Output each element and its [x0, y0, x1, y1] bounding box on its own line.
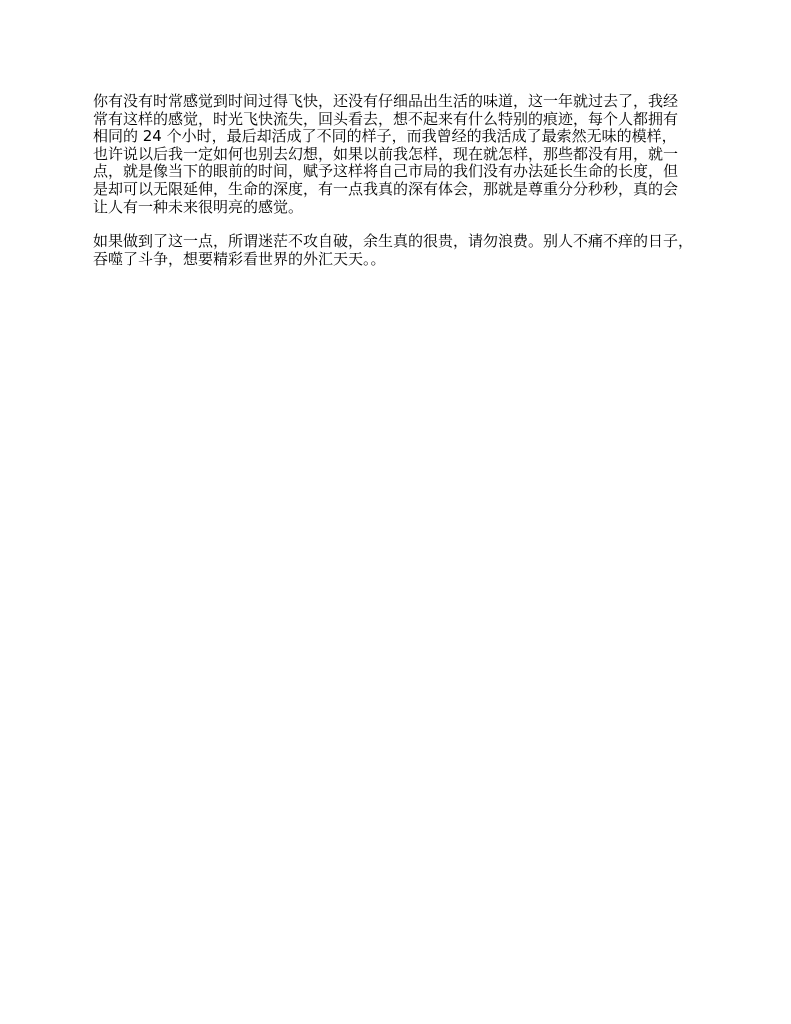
paragraph-line: 常有这样的感觉，时光飞快流失，回头看去，想不起来有什么特别的痕迹，每个人都拥有 — [93, 109, 679, 128]
paragraph-2 — [93, 233, 721, 268]
paragraph-line: 让人有一种未来很明亮的感觉。 — [93, 197, 304, 216]
paragraph-line: 是却可以无限延伸，生命的深度，有一点我真的深有体会，那就是尊重分分秒秒，真的会 — [93, 179, 679, 198]
paragraph-line: 相同的 24 个小时，最后却活成了不同的样子，而我曾经的我活成了最索然无味的模样， — [93, 127, 677, 146]
paragraph-line: 点，就是像当下的眼前的时间，赋予这样将自己市局的我们没有办法延长生命的长度，但 — [93, 162, 679, 181]
document-body — [93, 93, 721, 268]
paragraph-line: 吞噬了斗争，想要精彩看世界的外汇天天。。 — [93, 249, 386, 268]
paragraph-line: 如果做到了这一点，所谓迷茫不攻自破，余生真的很贵，请勿浪费。别人不痛不痒的日子， — [93, 232, 694, 251]
paragraph-1 — [93, 93, 721, 216]
paragraph-line: 你有没有时常感觉到时间过得飞快，还没有仔细品出生活的味道，这一年就过去了，我经 — [93, 92, 679, 110]
paragraph-line: 也许说以后我一定如何也别去幻想，如果以前我怎样，现在就怎样，那些都没有用，就一 — [93, 144, 679, 163]
